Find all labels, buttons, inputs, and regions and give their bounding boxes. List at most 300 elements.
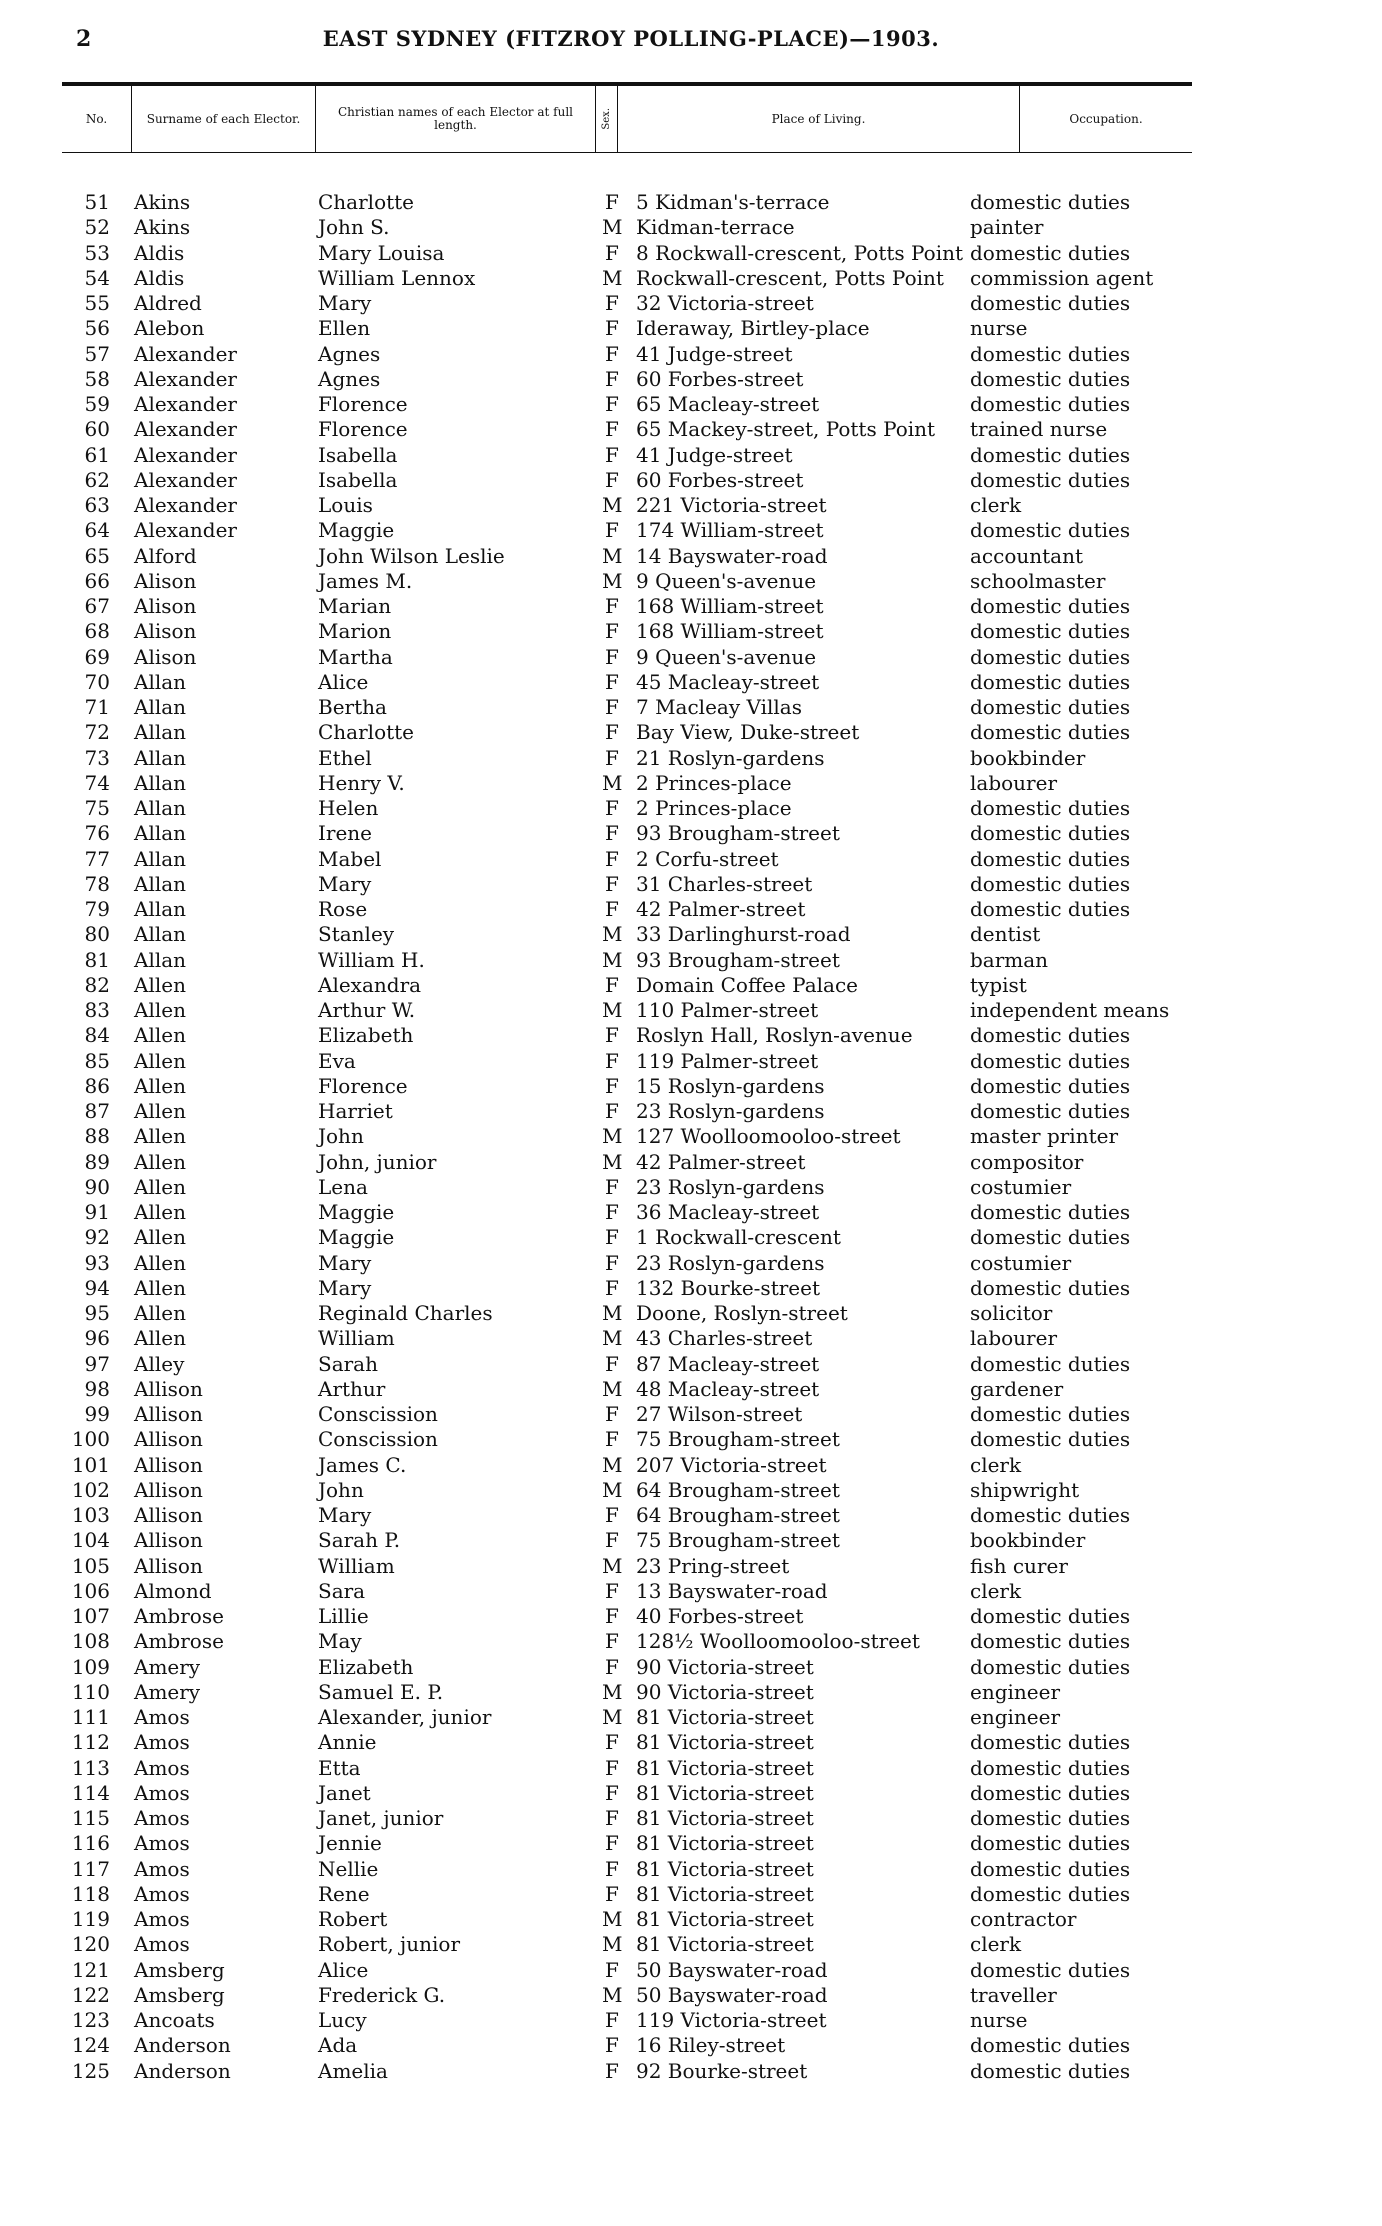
elector-number: 104 (71, 1528, 110, 1553)
elector-place-of-living: 23 Roslyn-gardens (636, 1174, 825, 1199)
elector-number: 68 (84, 619, 110, 644)
elector-occupation: domestic duties (970, 1225, 1131, 1250)
elector-sex: F (605, 1856, 619, 1881)
elector-number: 94 (84, 1275, 110, 1300)
table-row (62, 1124, 1192, 1149)
elector-place-of-living: 14 Bayswater-road (636, 543, 828, 568)
elector-place-of-living: Rockwall-crescent, Potts Point (636, 265, 944, 290)
elector-surname: Allen (134, 972, 186, 997)
table-row (62, 1882, 1192, 1907)
elector-number: 63 (84, 493, 110, 517)
elector-sex: M (602, 215, 623, 240)
elector-place-of-living: 81 Victoria-street (636, 1856, 814, 1881)
elector-number: 101 (71, 1452, 110, 1477)
elector-occupation: domestic duties (970, 871, 1131, 896)
elector-occupation: shipwright (970, 1477, 1080, 1502)
table-row (62, 771, 1192, 796)
elector-christian-names: Agnes (318, 366, 381, 391)
table-row (62, 443, 1192, 468)
elector-place-of-living: 168 William-street (636, 594, 824, 618)
elector-surname: Allison (134, 1503, 203, 1527)
elector-christian-names: Janet, junior (318, 1806, 444, 1830)
table-row (62, 594, 1192, 619)
table-row (62, 695, 1192, 720)
elector-number: 54 (84, 265, 110, 290)
elector-surname: Allan (134, 770, 187, 795)
table-row (62, 645, 1192, 670)
elector-surname: Ambrose (134, 1629, 224, 1654)
elector-christian-names: Janet (318, 1780, 371, 1805)
elector-surname: Ambrose (134, 1604, 224, 1628)
column-header-occupation: Occupation. (1069, 111, 1143, 126)
elector-surname: Allen (134, 1023, 186, 1048)
table-row (62, 316, 1192, 341)
elector-place-of-living: 5 Kidman's-terrace (636, 190, 830, 214)
elector-place-of-living: 81 Victoria-street (636, 1806, 814, 1830)
elector-surname: Amsberg (134, 1982, 225, 2007)
elector-surname: Allan (134, 846, 187, 871)
elector-christian-names: Harriet (318, 1099, 393, 1123)
elector-sex: F (605, 619, 619, 644)
column-header-sex-label: Sex. (601, 108, 612, 130)
elector-sex: F (605, 1604, 619, 1628)
elector-number: 73 (84, 745, 110, 770)
table-row (62, 266, 1192, 291)
table-row (62, 2059, 1192, 2084)
elector-christian-names: Stanley (318, 922, 395, 947)
elector-sex: F (605, 2033, 619, 2058)
elector-surname: Alexander (134, 417, 237, 442)
elector-number: 66 (84, 568, 110, 593)
elector-place-of-living: 127 Woolloomooloo-street (636, 1124, 901, 1149)
elector-number: 84 (84, 1023, 110, 1048)
elector-occupation: domestic duties (970, 695, 1131, 719)
elector-occupation: accountant (970, 543, 1084, 568)
elector-place-of-living: Roslyn Hall, Roslyn-avenue (636, 1023, 913, 1048)
elector-sex: F (605, 871, 619, 896)
elector-surname: Alexander (134, 341, 237, 366)
elector-place-of-living: 2 Corfu-street (636, 846, 779, 871)
elector-surname: Aldis (134, 265, 185, 290)
elector-number: 70 (84, 669, 110, 694)
table-row (62, 973, 1192, 998)
elector-christian-names: May (318, 1629, 362, 1654)
elector-place-of-living: 64 Brougham-street (636, 1477, 840, 1502)
elector-number: 79 (84, 897, 110, 921)
column-header-christian-names: Christian names of each Elector at full length. (316, 86, 596, 152)
elector-number: 78 (84, 871, 110, 896)
elector-surname: Anderson (134, 2033, 231, 2058)
table-row (62, 1453, 1192, 1478)
elector-place-of-living: 40 Forbes-street (636, 1604, 804, 1628)
elector-number: 125 (71, 2058, 110, 2083)
elector-occupation: domestic duties (970, 1402, 1131, 1426)
elector-sex: F (605, 1957, 619, 1982)
elector-place-of-living: 60 Forbes-street (636, 467, 804, 492)
elector-surname: Alison (134, 568, 197, 593)
elector-surname: Alley (134, 1351, 185, 1376)
elector-surname: Allan (134, 871, 187, 896)
elector-christian-names: Charlotte (318, 190, 415, 214)
table-row (62, 1074, 1192, 1099)
elector-christian-names: Rose (318, 897, 368, 921)
elector-number: 77 (84, 846, 110, 871)
table-row (62, 493, 1192, 518)
elector-place-of-living: 81 Victoria-street (636, 1881, 814, 1906)
elector-surname: Aldis (134, 240, 185, 265)
elector-surname: Allison (134, 1427, 203, 1452)
elector-occupation: domestic duties (970, 619, 1131, 644)
elector-christian-names: William (318, 1553, 395, 1578)
elector-surname: Amos (134, 1907, 190, 1931)
elector-christian-names: Rene (318, 1881, 370, 1906)
table-row (62, 1680, 1192, 1705)
elector-surname: Allan (134, 669, 187, 694)
elector-place-of-living: 87 Macleay-street (636, 1351, 820, 1376)
elector-occupation: domestic duties (970, 1200, 1131, 1224)
elector-christian-names: Agnes (318, 341, 381, 366)
elector-sex: M (602, 947, 623, 972)
elector-occupation: domestic duties (970, 1073, 1131, 1098)
elector-occupation: domestic duties (970, 1730, 1131, 1755)
elector-place-of-living: 81 Victoria-street (636, 1907, 814, 1931)
elector-number: 103 (71, 1503, 110, 1527)
elector-number: 106 (71, 1578, 110, 1603)
elector-christian-names: Helen (318, 796, 379, 820)
elector-sex: F (605, 1806, 619, 1830)
table-header (62, 86, 1192, 152)
elector-occupation: domestic duties (970, 518, 1131, 543)
elector-number: 82 (84, 972, 110, 997)
elector-christian-names: Jennie (318, 1831, 382, 1856)
elector-sex: F (605, 720, 619, 745)
elector-surname: Allen (134, 1275, 186, 1300)
column-header-place: Place of Living. (618, 86, 1020, 152)
elector-christian-names: Elizabeth (318, 1023, 414, 1048)
table-row (62, 1629, 1192, 1654)
elector-sex: F (605, 442, 619, 467)
elector-christian-names: Alexandra (318, 972, 422, 997)
elector-christian-names: Maggie (318, 1200, 395, 1224)
elector-sex: F (605, 417, 619, 442)
elector-sex: F (605, 1730, 619, 1755)
elector-sex: M (602, 1679, 623, 1704)
elector-surname: Amos (134, 1932, 190, 1957)
elector-occupation: domestic duties (970, 1780, 1131, 1805)
elector-place-of-living: 2 Princes-place (636, 796, 792, 820)
elector-sex: F (605, 291, 619, 315)
elector-surname: Amos (134, 1831, 190, 1856)
elector-place-of-living: 8 Rockwall-crescent, Potts Point (636, 240, 964, 265)
elector-number: 97 (84, 1351, 110, 1376)
elector-sex: F (605, 1099, 619, 1123)
table-row (62, 998, 1192, 1023)
elector-surname: Alison (134, 619, 197, 644)
elector-sex: F (605, 972, 619, 997)
elector-number: 102 (71, 1477, 110, 1502)
elector-place-of-living: 23 Roslyn-gardens (636, 1099, 825, 1123)
elector-place-of-living: 21 Roslyn-gardens (636, 745, 825, 770)
table-row (62, 897, 1192, 922)
elector-occupation: master printer (970, 1124, 1119, 1149)
elector-place-of-living: 221 Victoria-street (636, 493, 827, 517)
table-row (62, 1604, 1192, 1629)
elector-place-of-living: 42 Palmer-street (636, 1149, 806, 1174)
elector-sex: F (605, 240, 619, 265)
elector-occupation: traveller (970, 1982, 1057, 2007)
elector-occupation: engineer (970, 1705, 1061, 1729)
column-header-no: No. (62, 86, 132, 152)
elector-occupation: domestic duties (970, 392, 1131, 416)
elector-place-of-living: 81 Victoria-street (636, 1705, 814, 1729)
elector-occupation: domestic duties (970, 1023, 1131, 1048)
elector-surname: Almond (134, 1578, 212, 1603)
elector-christian-names: Elizabeth (318, 1654, 414, 1679)
elector-sex: F (605, 1629, 619, 1654)
table-row (62, 1352, 1192, 1377)
column-header-surname: Surname of each Elector. (132, 86, 316, 152)
elector-place-of-living: Doone, Roslyn-street (636, 1301, 848, 1325)
elector-place-of-living: 31 Charles-street (636, 871, 813, 896)
elector-sex: F (605, 366, 619, 391)
table-row (62, 1251, 1192, 1276)
elector-sex: M (602, 1982, 623, 2007)
elector-christian-names: Lucy (318, 2008, 367, 2032)
elector-occupation: domestic duties (970, 720, 1131, 745)
elector-number: 114 (71, 1780, 110, 1805)
elector-occupation: domestic duties (970, 1351, 1131, 1376)
table-row (62, 518, 1192, 543)
elector-place-of-living: Kidman-terrace (636, 215, 795, 240)
elector-number: 92 (84, 1225, 110, 1250)
elector-occupation: fish curer (970, 1553, 1068, 1578)
table-row (62, 821, 1192, 846)
elector-occupation: independent means (970, 998, 1170, 1022)
elector-place-of-living: 7 Macleay Villas (636, 695, 802, 719)
table-row (62, 1730, 1192, 1755)
elector-occupation: domestic duties (970, 1427, 1131, 1452)
table-row (62, 1806, 1192, 1831)
elector-sex: F (605, 644, 619, 669)
elector-number: 124 (71, 2033, 110, 2058)
elector-surname: Allison (134, 1528, 203, 1553)
page-header (76, 26, 1186, 58)
elector-number: 100 (71, 1427, 110, 1452)
elector-sex: F (605, 846, 619, 871)
elector-number: 96 (84, 1326, 110, 1351)
elector-surname: Akins (134, 215, 191, 240)
elector-occupation: domestic duties (970, 796, 1131, 820)
elector-number: 98 (84, 1376, 110, 1401)
elector-sex: M (602, 1326, 623, 1351)
elector-number: 83 (84, 998, 110, 1022)
elector-place-of-living: 32 Victoria-street (636, 291, 814, 315)
column-header-sex (596, 86, 618, 152)
elector-place-of-living: 60 Forbes-street (636, 366, 804, 391)
table-row (62, 2033, 1192, 2058)
elector-christian-names: Nellie (318, 1856, 379, 1881)
elector-sex: F (605, 467, 619, 492)
elector-occupation: labourer (970, 1326, 1058, 1351)
elector-surname: Allen (134, 1048, 186, 1073)
elector-surname: Allan (134, 897, 187, 921)
elector-sex: F (605, 1023, 619, 1048)
elector-surname: Allison (134, 1452, 203, 1477)
elector-sex: F (605, 669, 619, 694)
elector-occupation: domestic duties (970, 1806, 1131, 1830)
elector-occupation: trained nurse (970, 417, 1108, 442)
elector-occupation: barman (970, 947, 1049, 972)
elector-occupation: domestic duties (970, 846, 1131, 871)
elector-place-of-living: Bay View, Duke-street (636, 720, 860, 745)
elector-surname: Amsberg (134, 1957, 225, 1982)
elector-surname: Amos (134, 1780, 190, 1805)
elector-place-of-living: 23 Pring-street (636, 1553, 790, 1578)
elector-place-of-living: 119 Victoria-street (636, 2008, 827, 2032)
elector-place-of-living: 81 Victoria-street (636, 1780, 814, 1805)
elector-christian-names: James C. (318, 1452, 407, 1477)
elector-place-of-living: 207 Victoria-street (636, 1452, 827, 1477)
elector-number: 58 (84, 366, 110, 391)
elector-surname: Alexander (134, 467, 237, 492)
elector-number: 118 (71, 1881, 110, 1906)
elector-number: 59 (84, 392, 110, 416)
elector-christian-names: John S. (318, 215, 390, 240)
elector-occupation: contractor (970, 1907, 1077, 1931)
table-row (62, 544, 1192, 569)
elector-surname: Ancoats (134, 2008, 215, 2032)
elector-christian-names: Etta (318, 1755, 361, 1780)
elector-place-of-living: 9 Queen's-avenue (636, 644, 817, 669)
elector-christian-names: Eva (318, 1048, 356, 1073)
elector-christian-names: Mary (318, 1275, 372, 1300)
table-row (62, 1503, 1192, 1528)
elector-christian-names: James M. (318, 568, 413, 593)
elector-christian-names: Martha (318, 644, 393, 669)
table-row (62, 1326, 1192, 1351)
elector-sex: F (605, 1275, 619, 1300)
table-row (62, 948, 1192, 973)
elector-number: 52 (84, 215, 110, 240)
table-row (62, 1301, 1192, 1326)
elector-occupation: clerk (970, 1932, 1022, 1957)
elector-christian-names: Henry V. (318, 770, 405, 795)
elector-number: 67 (84, 594, 110, 618)
table-row (62, 1150, 1192, 1175)
elector-occupation: domestic duties (970, 2058, 1131, 2083)
elector-surname: Alebon (134, 316, 205, 341)
table-row (62, 1402, 1192, 1427)
elector-surname: Alison (134, 594, 197, 618)
elector-number: 76 (84, 821, 110, 846)
elector-surname: Aldred (134, 291, 202, 315)
elector-place-of-living: 75 Brougham-street (636, 1427, 840, 1452)
elector-number: 80 (84, 922, 110, 947)
elector-christian-names: Maggie (318, 518, 395, 543)
elector-occupation: schoolmaster (970, 568, 1106, 593)
elector-occupation: commission agent (970, 265, 1154, 290)
elector-christian-names: Florence (318, 417, 408, 442)
elector-sex: F (605, 897, 619, 921)
elector-sex: M (602, 1907, 623, 1931)
elector-occupation: domestic duties (970, 1957, 1131, 1982)
elector-surname: Anderson (134, 2058, 231, 2083)
elector-occupation: domestic duties (970, 1629, 1131, 1654)
elector-number: 60 (84, 417, 110, 442)
elector-christian-names: Arthur W. (318, 998, 416, 1022)
elector-place-of-living: 50 Bayswater-road (636, 1957, 828, 1982)
elector-christian-names: Mary (318, 871, 372, 896)
elector-sex: F (605, 1250, 619, 1275)
elector-sex: F (605, 316, 619, 341)
elector-christian-names: Lillie (318, 1604, 369, 1628)
elector-occupation: clerk (970, 493, 1022, 517)
table-row (62, 468, 1192, 493)
elector-occupation: clerk (970, 1452, 1022, 1477)
elector-place-of-living: 45 Macleay-street (636, 669, 820, 694)
elector-sex: F (605, 695, 619, 719)
elector-christian-names: Alice (318, 669, 369, 694)
elector-sex: F (605, 1503, 619, 1527)
table-row (62, 1099, 1192, 1124)
elector-christian-names: John, junior (318, 1149, 437, 1174)
elector-number: 75 (84, 796, 110, 820)
elector-number: 121 (71, 1957, 110, 1982)
table-row (62, 417, 1192, 442)
elector-number: 111 (71, 1705, 110, 1729)
elector-christian-names: Amelia (318, 2058, 388, 2083)
elector-christian-names: Arthur (318, 1376, 386, 1401)
elector-place-of-living: 128½ Woolloomooloo-street (636, 1629, 920, 1654)
elector-sex: F (605, 1755, 619, 1780)
elector-occupation: domestic duties (970, 442, 1131, 467)
elector-place-of-living: 9 Queen's-avenue (636, 568, 817, 593)
elector-sex: M (602, 1553, 623, 1578)
elector-place-of-living: 90 Victoria-street (636, 1679, 814, 1704)
elector-christian-names: Ellen (318, 316, 371, 341)
elector-number: 113 (71, 1755, 110, 1780)
elector-place-of-living: 41 Judge-street (636, 341, 793, 366)
elector-place-of-living: 2 Princes-place (636, 770, 792, 795)
elector-surname: Allen (134, 1326, 186, 1351)
elector-occupation: domestic duties (970, 594, 1131, 618)
elector-place-of-living: 90 Victoria-street (636, 1654, 814, 1679)
elector-number: 81 (84, 947, 110, 972)
table-row (62, 1023, 1192, 1048)
elector-surname: Allen (134, 1073, 186, 1098)
table-row (62, 215, 1192, 240)
elector-surname: Allen (134, 1301, 186, 1325)
elector-occupation: domestic duties (970, 2033, 1131, 2058)
elector-place-of-living: 50 Bayswater-road (636, 1982, 828, 2007)
elector-occupation: nurse (970, 316, 1028, 341)
page-number: 2 (76, 26, 92, 52)
elector-sex: F (605, 341, 619, 366)
table-row (62, 1831, 1192, 1856)
elector-place-of-living: 65 Mackey-street, Potts Point (636, 417, 936, 442)
elector-surname: Allen (134, 1124, 186, 1149)
table-row (62, 872, 1192, 897)
elector-place-of-living: 36 Macleay-street (636, 1200, 820, 1224)
elector-surname: Alexander (134, 442, 237, 467)
elector-christian-names: Annie (318, 1730, 377, 1755)
elector-number: 85 (84, 1048, 110, 1073)
elector-surname: Alexander (134, 518, 237, 543)
elector-christian-names: Robert, junior (318, 1932, 461, 1957)
elector-surname: Allison (134, 1402, 203, 1426)
elector-number: 56 (84, 316, 110, 341)
elector-place-of-living: 15 Roslyn-gardens (636, 1073, 825, 1098)
